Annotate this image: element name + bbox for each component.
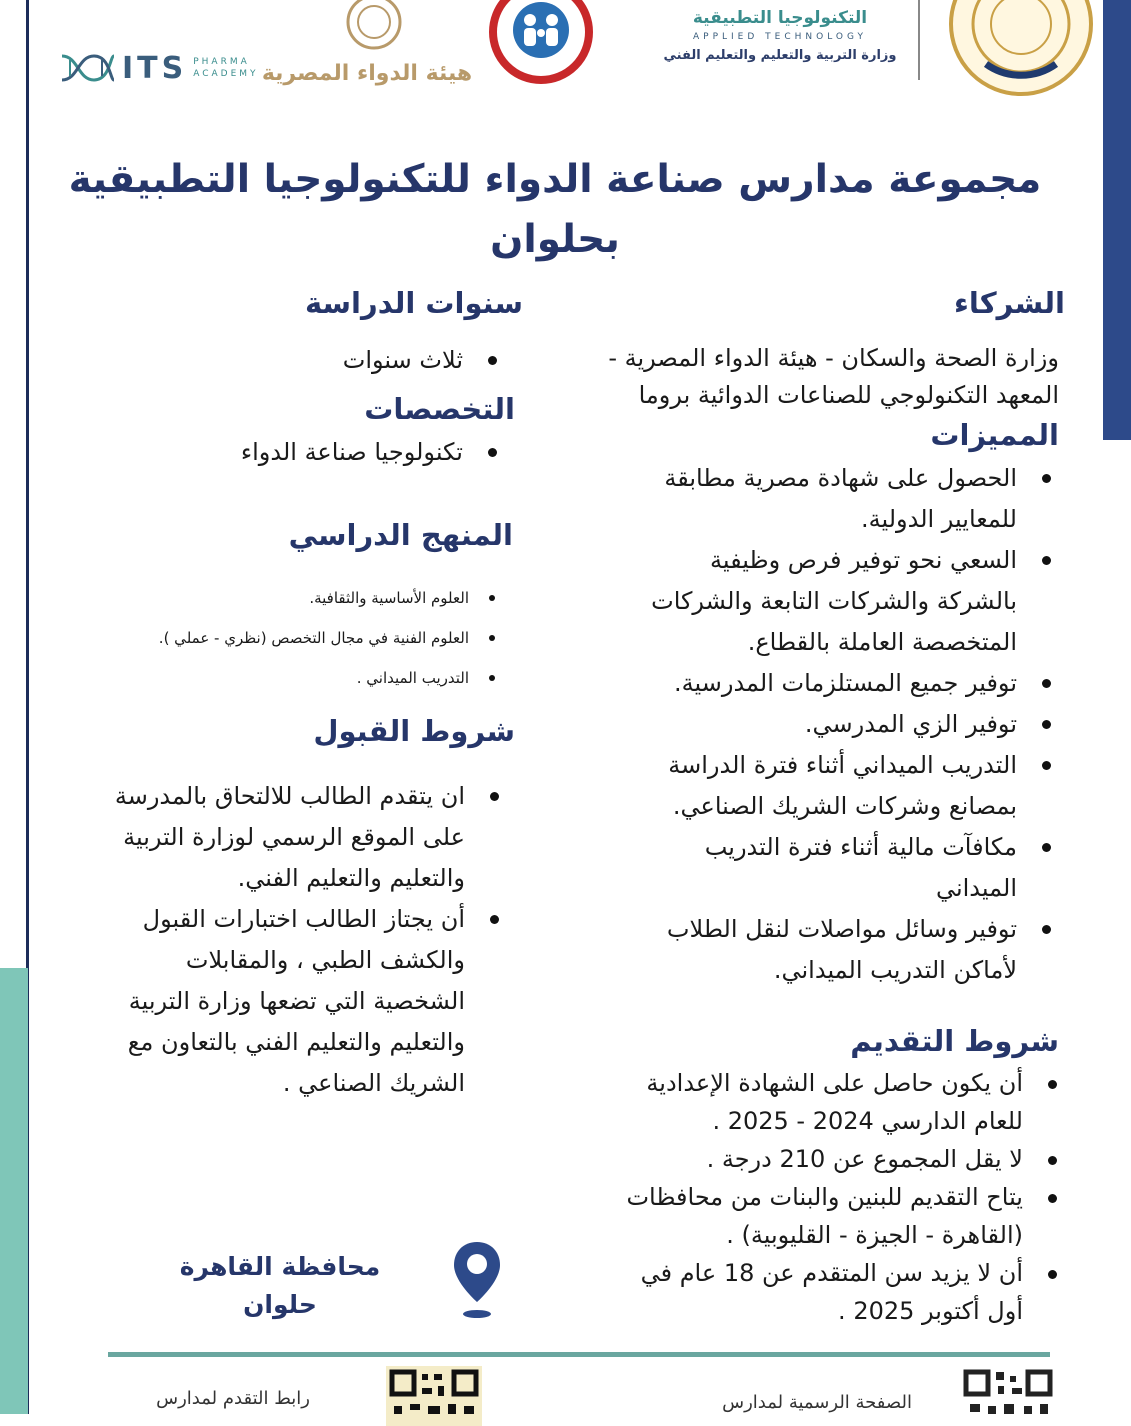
curriculum-list	[29, 588, 509, 708]
list-item: السعي نحو توفير فرص وظيفية بالشركة والشركات التابعة والشركات المتخصصة العاملة بالقطاع.	[583, 540, 1063, 663]
list-item: تكنولوجيا صناعة الدواء	[109, 432, 509, 473]
admission-heading: شروط القبول	[313, 714, 515, 748]
apply-link-text[interactable]: رابط التقدم لمدارس	[156, 1388, 310, 1409]
right-accent-bar	[1103, 0, 1131, 440]
eda-logo-text: هيئة الدواء المصرية	[261, 61, 473, 86]
egyptian-drug-authority-logo	[261, 0, 473, 100]
list-item: الحصول على شهادة مصرية مطابقة للمعايير الدولية.	[583, 458, 1063, 540]
dna-icon	[60, 48, 116, 88]
official-page-text[interactable]: الصفحة الرسمية لمدارس	[722, 1392, 912, 1413]
page-title	[55, 150, 1055, 270]
its-pharma-logo	[60, 44, 259, 92]
logo-divider	[918, 0, 920, 80]
list-item: توفير الزي المدرسي.	[583, 704, 1063, 745]
location-label	[160, 1248, 400, 1324]
partners-text	[499, 340, 1059, 414]
ministry-of-education-seal	[946, 0, 1096, 84]
years-list	[209, 340, 509, 381]
at-logo-line1: التكنولوجيا التطبيقية	[692, 8, 868, 28]
list-item: التدريب الميداني أثناء فترة الدراسة بمصانع وشركات الشريك الصناعي.	[583, 745, 1063, 827]
specializations-list	[109, 432, 509, 473]
list-item: العلوم الفنية في مجال التخصص (نظري - عملي ).	[29, 628, 509, 648]
footer-divider	[108, 1352, 1050, 1357]
its-logo-sub2: ACADEMY	[193, 69, 259, 79]
at-logo-line3: وزارة التربية والتعليم والتعليم الفني	[663, 48, 897, 63]
list-item: يتاح التقديم للبنين والبنات من محافظات (القاهرة - الجيزة - القليوبية) .	[549, 1178, 1069, 1254]
list-item: ثلاث سنوات	[209, 340, 509, 381]
partners-line2: المعهد التكنولوجي للصناعات الدوائية بروما	[638, 381, 1059, 409]
ministry-of-health-logo	[488, 0, 594, 82]
application-list	[549, 1064, 1069, 1330]
applied-technology-logo	[660, 8, 900, 88]
admission-list	[41, 776, 511, 1104]
application-heading: شروط التقديم	[850, 1024, 1059, 1058]
list-item: لا يقل المجموع عن 210 درجة .	[549, 1140, 1069, 1178]
list-item: أن يجتاز الطالب اختبارات القبول والكشف الطبي ، والمقابلات الشخصية التي تضعها وزارة التربية والتعليم والتعليم الفني بالتعاون مع الشريك الصناعي .	[41, 899, 511, 1104]
list-item: توفير وسائل مواصلات لنقل الطلاب لأماكن التدريب الميداني.	[583, 909, 1063, 991]
list-item: العلوم الأساسية والثقافية.	[29, 588, 509, 608]
its-logo-text: ITS	[122, 50, 188, 86]
list-item: ان يتقدم الطالب للالتحاق بالمدرسة على الموقع الرسمي لوزارة التربية والتعليم والتعليم الفني.	[41, 776, 511, 899]
title-line2: بحلوان	[490, 217, 620, 262]
its-logo-sub1: PHARMA	[193, 57, 250, 67]
features-heading: المميزات	[930, 418, 1059, 452]
list-item: مكافآت مالية أثناء فترة التدريب الميداني	[583, 827, 1063, 909]
years-heading: سنوات الدراسة	[304, 286, 523, 320]
list-item: توفير جميع المستلزمات المدرسية.	[583, 663, 1063, 704]
map-pin-icon	[452, 1240, 502, 1320]
list-item: أن يكون حاصل على الشهادة الإعدادية للعام الدارسي 2024 - 2025 .	[549, 1064, 1069, 1140]
title-line1: مجموعة مدارس صناعة الدواء للتكنولوجيا التطبيقية	[68, 157, 1042, 202]
list-item: أن لا يزيد سن المتقدم عن 18 عام في أول أكتوبر 2025 .	[549, 1254, 1069, 1330]
location-line1: محافظة القاهرة	[179, 1252, 381, 1281]
list-item: التدريب الميداني .	[29, 668, 509, 688]
qr-code-icon[interactable]	[386, 1366, 482, 1426]
partners-heading: الشركاء	[954, 286, 1065, 320]
at-logo-line2: APPLIED TECHNOLOGY	[692, 32, 867, 42]
qr-code-icon[interactable]	[960, 1366, 1056, 1426]
left-teal-bar	[0, 968, 28, 1414]
features-list	[583, 458, 1063, 991]
location-line2: حلوان	[243, 1290, 317, 1319]
specializations-heading: التخصصات	[364, 392, 515, 426]
partners-line1: وزارة الصحة والسكان - هيئة الدواء المصرية -	[608, 344, 1059, 372]
curriculum-heading: المنهج الدراسي	[288, 518, 513, 552]
